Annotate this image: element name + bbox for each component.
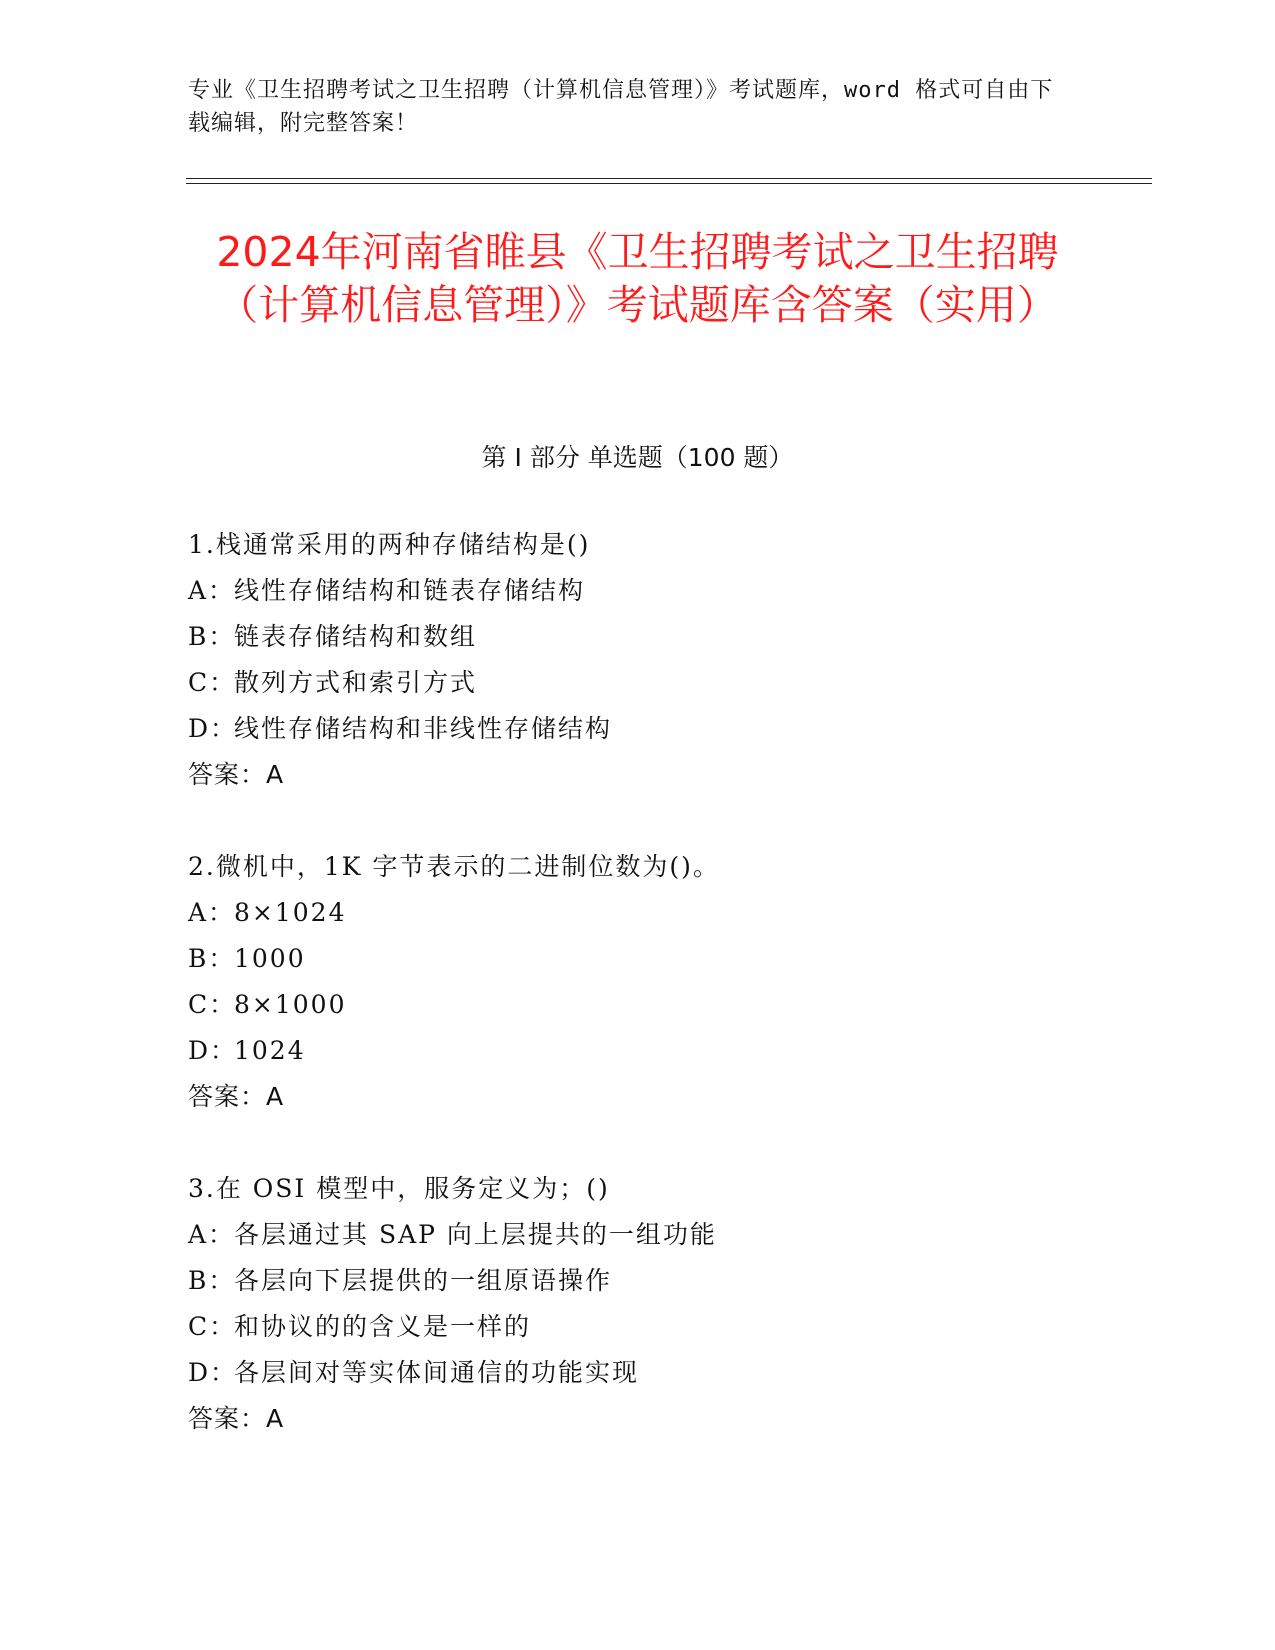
option-line [188, 1350, 1088, 1396]
question-stem: 1.栈通常采用的两种存储结构是() [188, 530, 591, 559]
option-label: D： [188, 1036, 238, 1065]
option-line [188, 706, 1088, 752]
option-label: B： [188, 944, 236, 973]
option-line [188, 890, 1088, 936]
header-note: 专业《卫生招聘考试之卫生招聘（计算机信息管理）》考试题库，word 格式可自由下载编辑，附完整答案！ [188, 78, 1054, 136]
option-label: A： [188, 898, 236, 927]
question-stem: 3.在 OSI 模型中，服务定义为；() [188, 1174, 610, 1203]
option-line [188, 660, 1088, 706]
header-divider-top [186, 178, 1152, 179]
option-label: B： [188, 1266, 236, 1295]
option-line [188, 1212, 1088, 1258]
option-label: A： [188, 576, 236, 605]
section-title: 第 I 部分 单选题（100 题） [481, 443, 794, 472]
option-label: B： [188, 622, 236, 651]
option-line [188, 936, 1088, 982]
header-divider-bottom [186, 183, 1152, 184]
question-stem: 2.微机中，1K 字节表示的二进制位数为()。 [188, 852, 720, 881]
option-label: C： [188, 990, 237, 1019]
option-text: 线性存储结构和链表存储结构 [234, 576, 586, 605]
option-text: 8×1024 [234, 898, 347, 927]
answer-line: 答案：A [188, 1082, 285, 1111]
option-text: 各层间对等实体间通信的功能实现 [234, 1358, 640, 1387]
option-text: 散列方式和索引方式 [234, 668, 478, 697]
option-line [188, 568, 1088, 614]
option-text: 1000 [234, 944, 306, 973]
option-label: A： [188, 1220, 236, 1249]
option-label: D： [188, 714, 238, 743]
question-block [188, 522, 1088, 798]
option-label: C： [188, 668, 237, 697]
option-line [188, 1028, 1088, 1074]
answer-line: 答案：A [188, 1404, 285, 1433]
option-line [188, 1304, 1088, 1350]
option-text: 线性存储结构和非线性存储结构 [234, 714, 613, 743]
option-line [188, 1258, 1088, 1304]
option-line [188, 614, 1088, 660]
answer-line: 答案：A [188, 760, 285, 789]
question-block [188, 844, 1088, 1120]
question-block [188, 1166, 1088, 1442]
option-line [188, 982, 1088, 1028]
option-text: 链表存储结构和数组 [234, 622, 478, 651]
question-list [188, 522, 1088, 1488]
option-text: 1024 [234, 1036, 306, 1065]
option-label: D： [188, 1358, 238, 1387]
option-text: 和协议的的含义是一样的 [234, 1312, 532, 1341]
document-title: 2024年河南省睢县《卫生招聘考试之卫生招聘（计算机信息管理）》考试题库含答案（实用） [216, 228, 1059, 329]
option-label: C： [188, 1312, 237, 1341]
option-text: 各层通过其 SAP 向上层提共的一组功能 [234, 1220, 717, 1249]
option-text: 8×1000 [234, 990, 347, 1019]
option-text: 各层向下层提供的一组原语操作 [234, 1266, 613, 1295]
